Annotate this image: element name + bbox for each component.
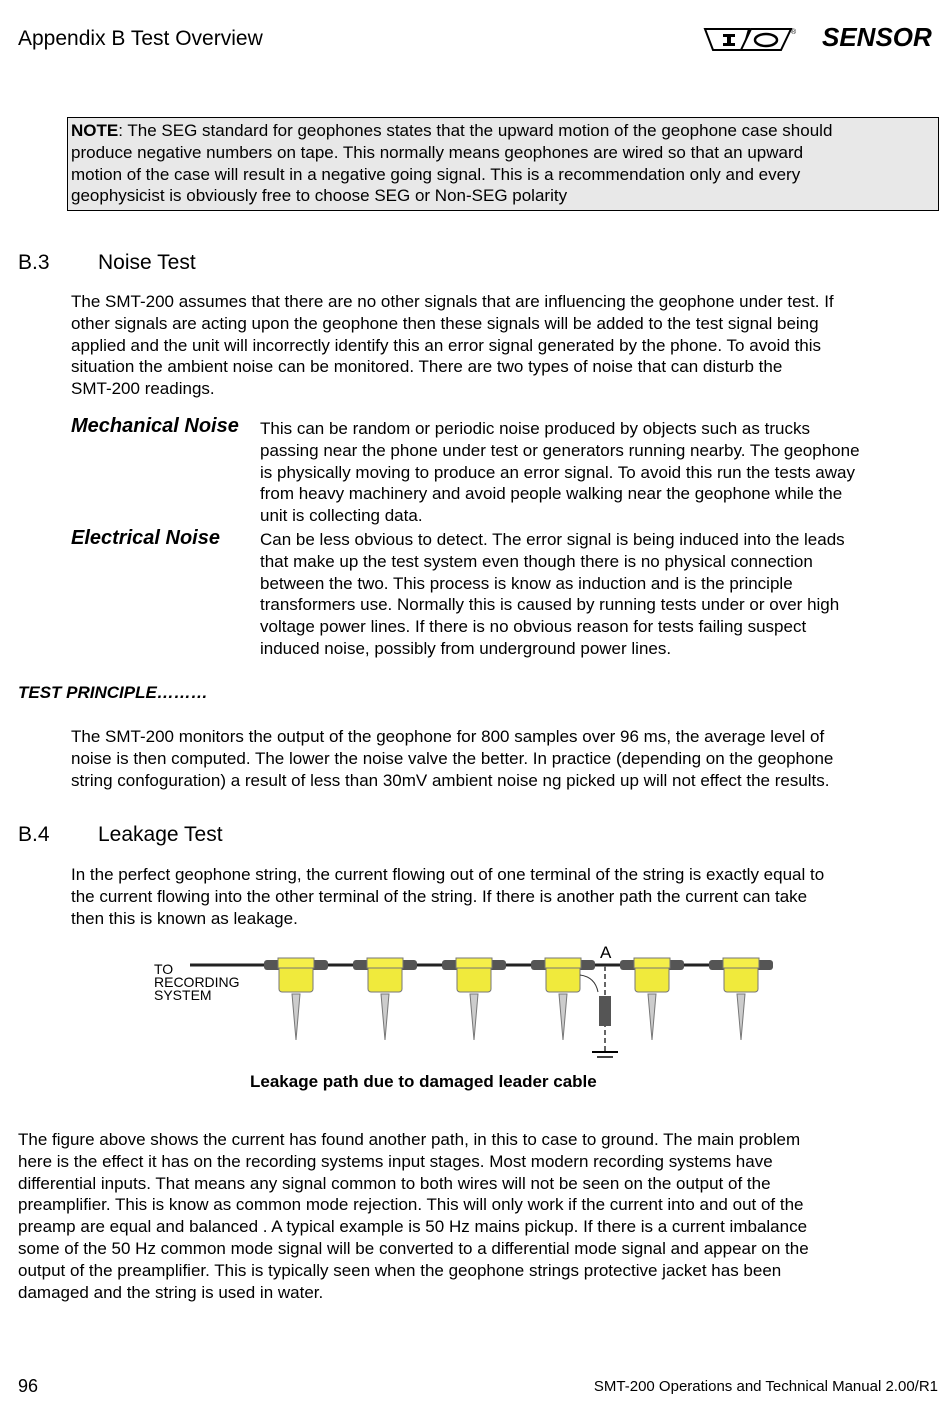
text-line: The SMT-200 assumes that there are no other signals that are influencing the geophone under test. If xyxy=(71,292,834,311)
note-line: produce negative numbers on tape. This normally means geophones are wired so that an upward xyxy=(71,142,804,162)
text-line: preamplifier. This is know as common mode rejection. This will only work if the current into and out of the xyxy=(18,1195,804,1215)
text-line: string confoguration) a result of less than 30mV ambient noise ng picked up will not effect the results. xyxy=(71,770,830,790)
geophone-cap xyxy=(456,958,492,968)
figure-caption: Leakage path due to damaged leader cable xyxy=(250,1072,597,1091)
text-line: here is the effect it has on the recording systems input stages. Most modern recording systems have xyxy=(18,1151,773,1171)
header-title: Appendix B Test Overview xyxy=(18,27,263,50)
note-box xyxy=(67,117,939,211)
geophone-spike xyxy=(292,994,300,1040)
section-title: Leakage Test xyxy=(98,823,223,846)
text-line: unit is collecting data. xyxy=(260,506,423,526)
text-line: noise is then computed. The lower the noise valve the better. In practice (depending on the geophone xyxy=(71,748,834,768)
page-number: 96 xyxy=(18,1376,39,1396)
geophone-body xyxy=(368,966,402,992)
text-line: from heavy machinery and avoid people walking near the geophone while the xyxy=(260,484,843,504)
text-line: the current flowing into the other terminal of the string. If there is another path the current can take xyxy=(71,886,808,906)
noise-intro xyxy=(71,291,834,400)
geophone-spike xyxy=(381,994,389,1040)
geophone-spike xyxy=(648,994,656,1040)
geophone-cap xyxy=(367,958,403,968)
term-mechanical-definition xyxy=(260,418,860,527)
leakage-intro xyxy=(71,864,824,929)
section-title: Noise Test xyxy=(98,251,196,274)
text-line: then this is known as leakage. xyxy=(71,908,298,928)
text-line: transformers use. Normally this is caused by running tests under or over high xyxy=(260,595,840,615)
term-electrical-noise: Electrical Noise xyxy=(71,527,220,549)
text-line: preamp are equal and balanced . A typical example is 50 Hz mains pickup. If there is a current imbalance xyxy=(18,1217,808,1237)
text-line: In the perfect geophone string, the current flowing out of one terminal of the string is exactly equal to xyxy=(71,865,825,884)
brand-name: SENSOR xyxy=(822,22,932,52)
test-principle-text xyxy=(71,726,833,791)
manual-title: SMT-200 Operations and Technical Manual 2.00/R1 xyxy=(593,1378,938,1395)
text-line: The figure above shows the current has found another path, in this to case to ground. The main problem xyxy=(18,1130,801,1149)
text-line: The SMT-200 monitors the output of the geophone for 800 samples over 96 ms, the average level of xyxy=(71,727,825,746)
text-line: SMT-200 readings. xyxy=(71,379,215,399)
text-line: This can be random or periodic noise produced by objects such as trucks xyxy=(260,419,810,438)
resistor-icon xyxy=(599,996,611,1026)
geophone-body xyxy=(724,966,758,992)
note-label: NOTE xyxy=(71,121,119,140)
geophone-body xyxy=(279,966,313,992)
recording-label: RECORDING xyxy=(154,974,240,990)
term-electrical-definition xyxy=(260,529,845,660)
leakage-body xyxy=(18,1129,809,1303)
geophone-body xyxy=(635,966,669,992)
io-logo xyxy=(703,25,801,53)
section-number: B.4 xyxy=(18,823,50,846)
text-line: between the two. This process is know as induction and is the principle xyxy=(260,573,793,593)
note-line: motion of the case will result in a negative going signal. This is a recommendation only and every xyxy=(71,164,801,184)
note-line: geophysicist is obviously free to choose SEG or Non-SEG polarity xyxy=(71,186,568,206)
geophone-cap xyxy=(723,958,759,968)
geophone-cap xyxy=(545,958,581,968)
note-line: : The SEG standard for geophones states that the upward motion of the geophone case should xyxy=(118,121,833,140)
geophone-cap xyxy=(278,958,314,968)
geophone-spike xyxy=(737,994,745,1040)
text-line: voltage power lines. If there is no obvious reason for tests failing suspect xyxy=(260,617,807,637)
text-line: some of the 50 Hz common mode signal will be converted to a differential mode signal and appear on the xyxy=(18,1238,809,1258)
recording-label: SYSTEM xyxy=(154,987,212,1003)
geophone-body xyxy=(457,966,491,992)
arrow-icon xyxy=(580,975,598,992)
geophone-cap xyxy=(634,958,670,968)
geophone-spike xyxy=(470,994,478,1040)
text-line: passing near the phone under test or generators running nearby. The geophone xyxy=(260,440,860,460)
text-line: that make up the test system even though there is no physical connection xyxy=(260,551,813,571)
geophone-spike xyxy=(559,994,567,1040)
term-mechanical-noise: Mechanical Noise xyxy=(71,415,239,437)
svg-text:®: ® xyxy=(791,29,797,36)
text-line: Can be less obvious to detect. The error signal is being induced into the leads xyxy=(260,530,845,549)
text-line: induced noise, possibly from underground power lines. xyxy=(260,638,672,658)
point-a-label: A xyxy=(600,943,612,962)
section-number: B.3 xyxy=(18,251,50,274)
text-line: other signals are acting upon the geophone then these signals will be added to the test signal being xyxy=(71,313,819,333)
test-principle-heading: TEST PRINCIPLE……… xyxy=(18,683,208,702)
geophone-body xyxy=(546,966,580,992)
text-line: applied and the unit will incorrectly identify this an error signal generated by the phone. To avoid this xyxy=(71,335,822,355)
text-line: damaged and the string is used in water. xyxy=(18,1282,324,1302)
text-line: is physically moving to produce an error signal. To avoid this run the tests away xyxy=(260,462,855,482)
text-line: situation the ambient noise can be monitored. There are two types of noise that can disturb the xyxy=(71,357,783,377)
text-line: differential inputs. That means any signal common to both wires will not be seen on the output of the xyxy=(18,1173,771,1193)
leakage-figure xyxy=(140,940,780,1070)
recording-label: TO xyxy=(154,961,174,977)
text-line: output of the preamplifier. This is typically seen when the geophone strings protective jacket has been xyxy=(18,1260,782,1280)
